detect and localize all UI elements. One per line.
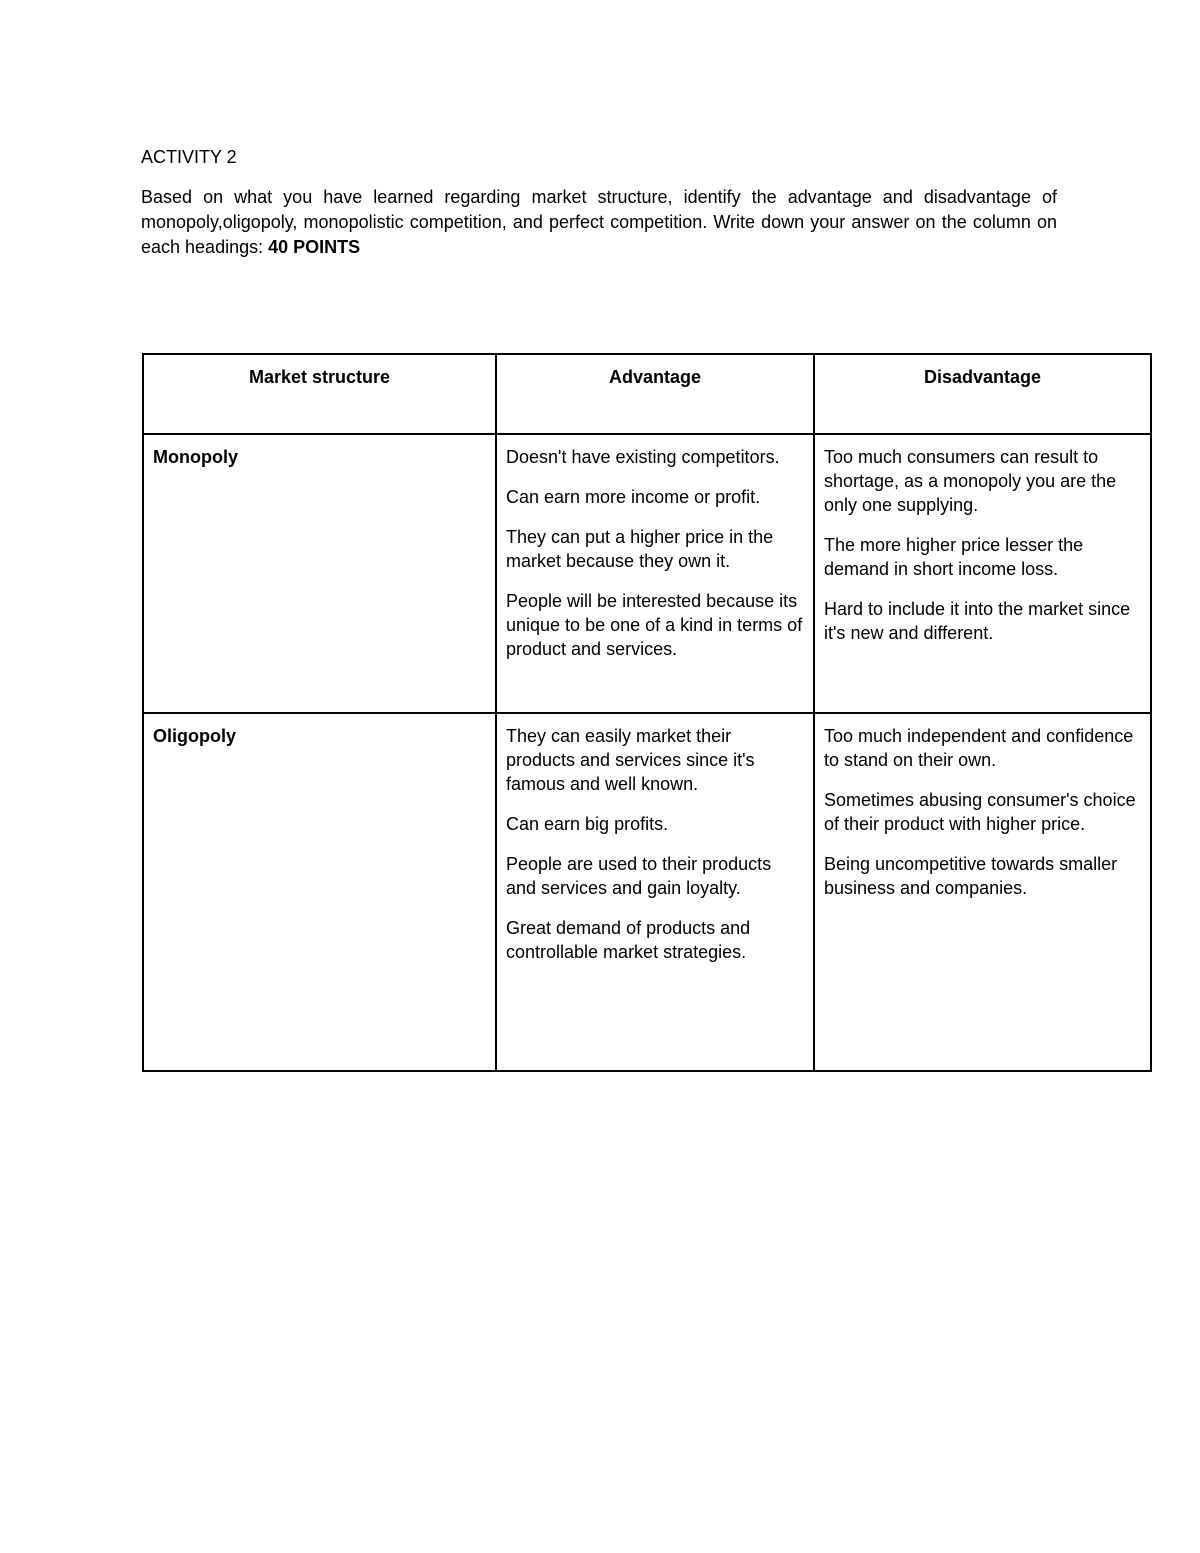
instructions-text: Based on what you have learned regarding market structure, identify the advantage and disadvantage of monopoly,oligopoly, monopolistic competition, and perfect competition. Write down your answer on the column on each headings: bbox=[141, 187, 1057, 257]
disadvantage-item: Too much independent and confidence to stand on their own. bbox=[824, 726, 1134, 770]
advantage-item: Can earn big profits. bbox=[506, 814, 669, 834]
header-advantage: Advantage bbox=[496, 354, 814, 434]
disadvantage-item: Sometimes abusing consumer's choice of their product with higher price. bbox=[824, 790, 1136, 834]
advantage-item: People will be interested because its unique to be one of a kind in terms of product and services. bbox=[506, 591, 803, 659]
advantages-cell-oligopoly bbox=[496, 713, 814, 1071]
advantages-cell-monopoly bbox=[496, 434, 814, 713]
advantage-item: People are used to their products and services and gain loyalty. bbox=[506, 854, 772, 898]
disadvantage-item: The more higher price lesser the demand in short income loss. bbox=[824, 535, 1084, 579]
advantage-item: They can put a higher price in the market because they own it. bbox=[506, 527, 774, 571]
disadvantages-cell-monopoly bbox=[814, 434, 1151, 713]
disadvantage-item: Too much consumers can result to shortage, as a monopoly you are the only one supplying. bbox=[824, 447, 1117, 515]
activity-title: ACTIVITY 2 bbox=[141, 147, 237, 167]
table-row-monopoly bbox=[143, 434, 1151, 713]
table-header-row bbox=[143, 354, 1151, 434]
disadvantage-item: Hard to include it into the market since it's new and different. bbox=[824, 599, 1131, 643]
disadvantage-item: Being uncompetitive towards smaller business and companies. bbox=[824, 854, 1118, 898]
instructions bbox=[141, 185, 1057, 260]
advantage-item: Can earn more income or profit. bbox=[506, 487, 761, 507]
structure-name-oligopoly: Oligopoly bbox=[143, 713, 496, 1071]
header-disadvantage: Disadvantage bbox=[814, 354, 1151, 434]
points-label: 40 POINTS bbox=[268, 237, 361, 257]
table-row-oligopoly bbox=[143, 713, 1151, 1071]
market-structure-table bbox=[142, 353, 1152, 1072]
advantage-item: Doesn't have existing competitors. bbox=[506, 447, 780, 467]
header-market-structure: Market structure bbox=[143, 354, 496, 434]
structure-name-monopoly: Monopoly bbox=[143, 434, 496, 713]
disadvantages-cell-oligopoly bbox=[814, 713, 1151, 1071]
advantage-item: Great demand of products and controllable market strategies. bbox=[506, 918, 751, 962]
advantage-item: They can easily market their products and services since it's famous and well known. bbox=[506, 726, 755, 794]
